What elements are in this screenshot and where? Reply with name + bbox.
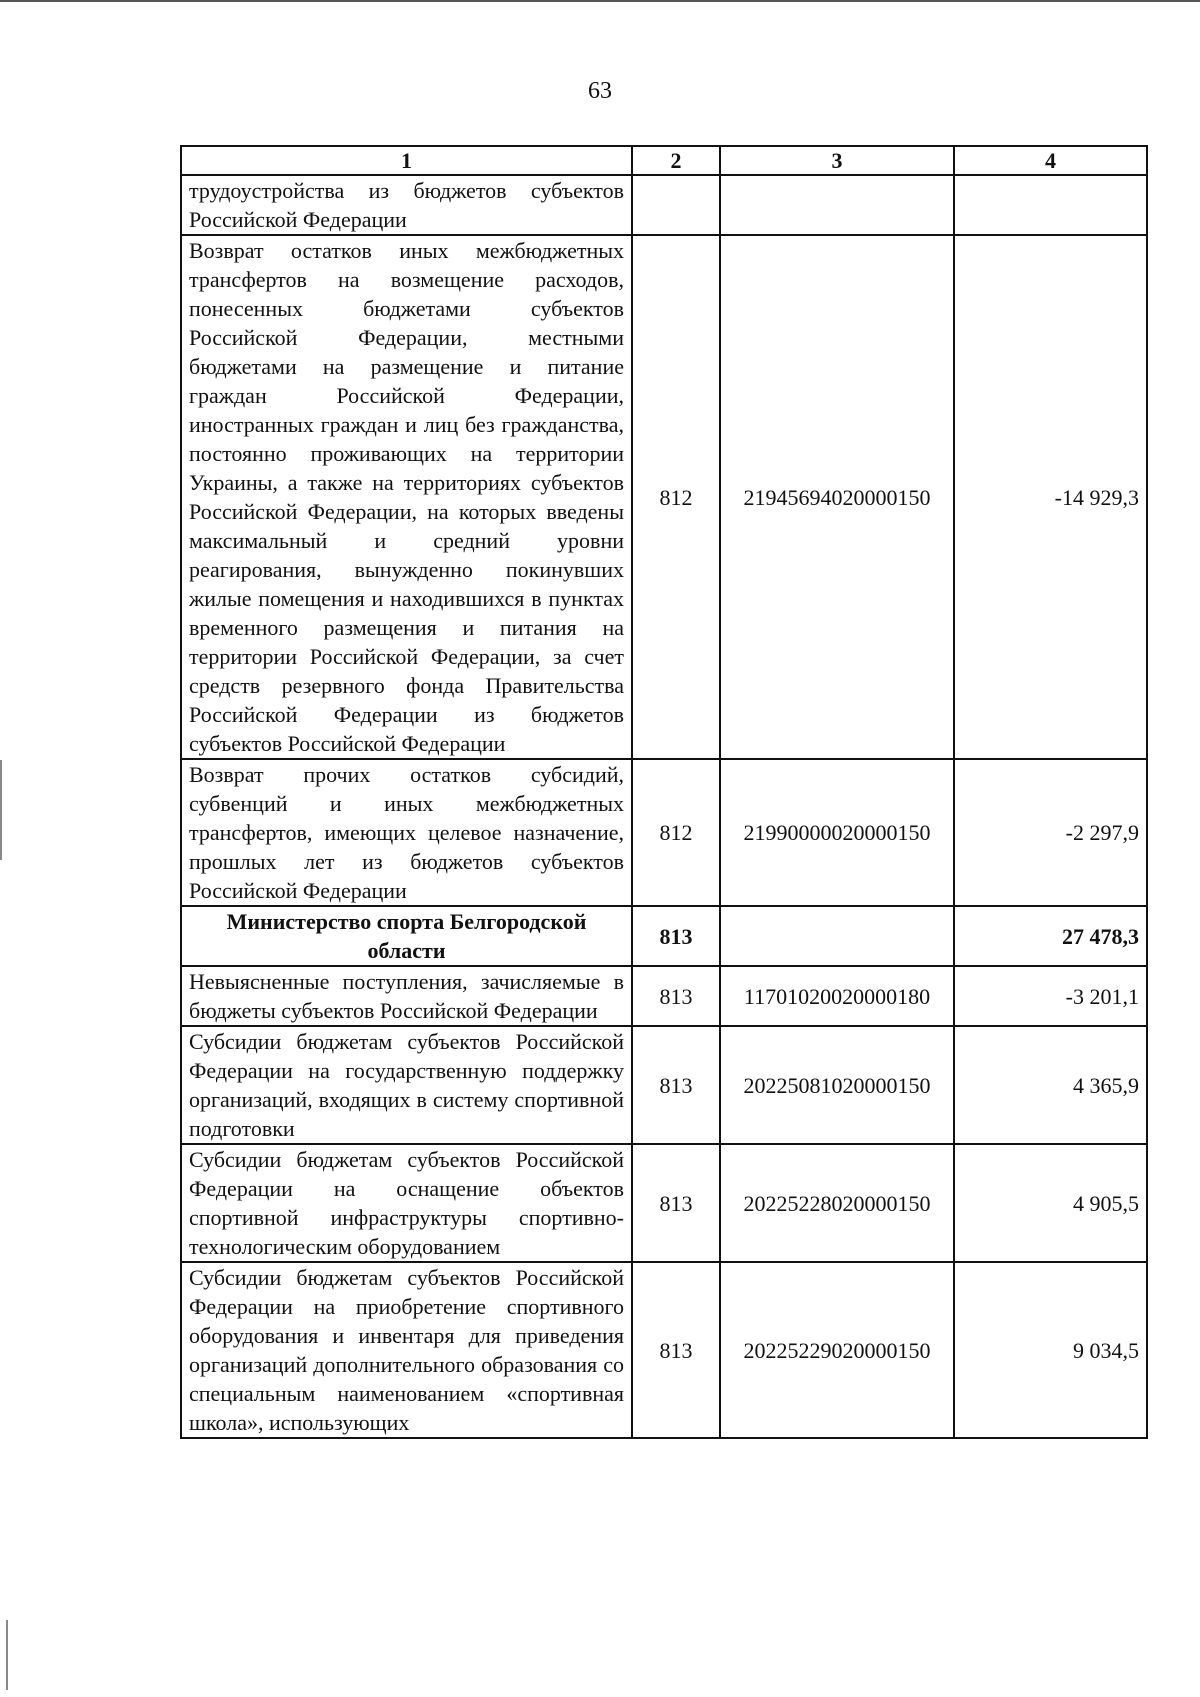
margin-scan-mark-lower xyxy=(6,1620,8,1690)
budget-table xyxy=(180,145,1148,1439)
table-row xyxy=(181,175,1147,235)
ministry-total: 27 478,3 xyxy=(954,906,1147,966)
column-header-2: 2 xyxy=(632,146,720,175)
ministry-name: Министерство спорта Белгородской области xyxy=(181,906,632,966)
row-admin-code: 813 xyxy=(632,1262,720,1438)
row-kbk: 20225228020000150 xyxy=(720,1144,954,1262)
scan-edge-line xyxy=(0,0,1200,2)
row-kbk: 11701020020000180 xyxy=(720,966,954,1026)
row-admin-code: 813 xyxy=(632,1026,720,1144)
row-name: Возврат остатков иных межбюджетных трансфертов на возмещение расходов, понесенных бюджетами субъектов Российской Федерации, местными бюджетами на размещение и питание граждан Российской Федерации, иностранных граждан и лиц без гражданства, постоянно проживающих на территории Украины, а также на территориях субъектов Российской Федерации, на которых введены максимальный и средний уровни реагирования, вынужденно покинувших жилые помещения и находившихся в пунктах временного размещения и питания на территории Российской Федерации, за счет средств резервного фонда Правительства Российской Федерации из бюджетов субъектов Российской Федерации xyxy=(181,235,632,759)
column-header-4: 4 xyxy=(954,146,1147,175)
row-amount: -3 201,1 xyxy=(954,966,1147,1026)
row-name: Невыясненные поступления, зачисляемые в бюджеты субъектов Российской Федерации xyxy=(181,966,632,1026)
column-header-3: 3 xyxy=(720,146,954,175)
table-row xyxy=(181,759,1147,906)
table-row xyxy=(181,235,1147,759)
ministry-row xyxy=(181,906,1147,966)
row-amount: -2 297,9 xyxy=(954,759,1147,906)
ministry-admin-code: 813 xyxy=(632,906,720,966)
row-amount: 9 034,5 xyxy=(954,1262,1147,1438)
ministry-kbk xyxy=(720,906,954,966)
page-number: 63 xyxy=(588,78,612,104)
table-row xyxy=(181,1144,1147,1262)
row-kbk: 21945694020000150 xyxy=(720,235,954,759)
row-amount: -14 929,3 xyxy=(954,235,1147,759)
table-header-row xyxy=(181,146,1147,175)
row-admin-code: 812 xyxy=(632,759,720,906)
row-name: Субсидии бюджетам субъектов Российской Федерации на государственную поддержку организаций, входящих в систему спортивной подготовки xyxy=(181,1026,632,1144)
row-kbk xyxy=(720,175,954,235)
row-name: Субсидии бюджетам субъектов Российской Федерации на оснащение объектов спортивной инфраструктуры спортивно-технологическим оборудованием xyxy=(181,1144,632,1262)
table-row xyxy=(181,966,1147,1026)
row-kbk: 20225229020000150 xyxy=(720,1262,954,1438)
column-header-1: 1 xyxy=(181,146,632,175)
row-admin-code: 813 xyxy=(632,966,720,1026)
row-admin-code xyxy=(632,175,720,235)
row-admin-code: 812 xyxy=(632,235,720,759)
row-amount xyxy=(954,175,1147,235)
row-name: трудоустройства из бюджетов субъектов Российской Федерации xyxy=(181,175,632,235)
table-row xyxy=(181,1262,1147,1438)
row-name: Возврат прочих остатков субсидий, субвенций и иных межбюджетных трансфертов, имеющих целевое назначение, прошлых лет из бюджетов субъектов Российской Федерации xyxy=(181,759,632,906)
row-amount: 4 365,9 xyxy=(954,1026,1147,1144)
row-name: Субсидии бюджетам субъектов Российской Федерации на приобретение спортивного оборудования и инвентаря для приведения организаций дополнительного образования со специальным наименованием «спортивная школа», использующих xyxy=(181,1262,632,1438)
row-kbk: 21990000020000150 xyxy=(720,759,954,906)
row-amount: 4 905,5 xyxy=(954,1144,1147,1262)
row-kbk: 20225081020000150 xyxy=(720,1026,954,1144)
table-row xyxy=(181,1026,1147,1144)
margin-scan-mark xyxy=(0,760,2,860)
row-admin-code: 813 xyxy=(632,1144,720,1262)
